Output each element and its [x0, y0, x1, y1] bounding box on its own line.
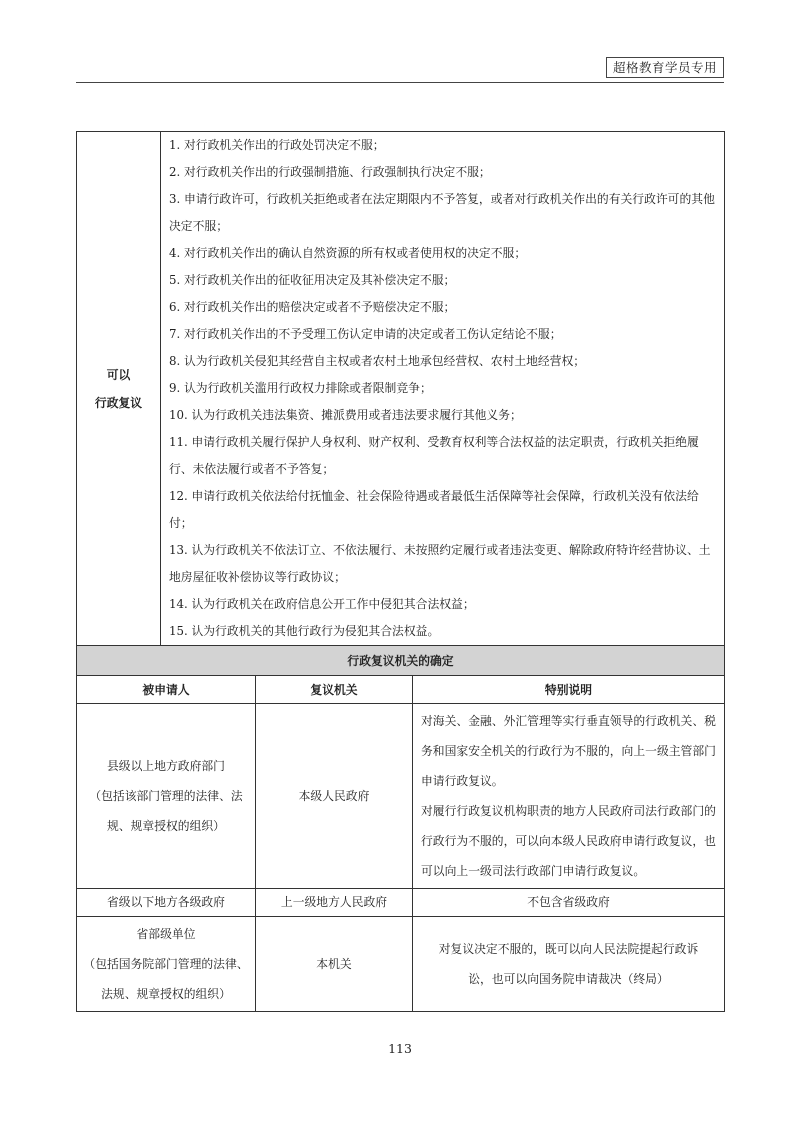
scope-label-line2: 行政复议	[94, 395, 143, 410]
organ-cell: 本机关	[256, 917, 413, 1012]
table-row	[77, 704, 725, 889]
scope-list	[161, 132, 725, 646]
respondent-sub: （包括该部门管理的法律、法规、规章授权的组织）	[89, 789, 243, 833]
header-divider	[76, 82, 724, 83]
list-item: 3. 申请行政许可，行政机关拒绝或者在法定期限内不予答复，或者对行政机关作出的有关行政许可的其他决定不服；	[169, 192, 715, 233]
note-cell	[413, 704, 725, 889]
list-item: 11. 申请行政机关履行保护人身权利、财产权利、受教育权利等合法权益的法定职责，行政机关拒绝履行、未依法履行或者不予答复；	[169, 435, 699, 476]
organ-section-title: 行政复议机关的确定	[77, 646, 725, 676]
col-header-organ: 复议机关	[256, 676, 413, 704]
page-number: 113	[388, 1041, 412, 1056]
organ-cell: 上一级地方人民政府	[256, 889, 413, 917]
respondent-cell: 省级以下地方各级政府	[77, 889, 256, 917]
respondent-cell	[77, 917, 256, 1012]
review-table	[76, 131, 724, 1012]
list-item: 12. 申请行政机关依法给付抚恤金、社会保险待遇或者最低生活保障等社会保障，行政机关没有依法给付；	[169, 489, 699, 530]
header-tag: 超格教育学员专用	[606, 57, 724, 78]
respondent-cell	[77, 704, 256, 889]
note-paragraph: 对海关、金融、外汇管理等实行垂直领导的行政机关、税务和国家安全机关的行政行为不服的，向上一级主管部门申请行政复议。	[421, 714, 716, 788]
list-item: 15. 认为行政机关的其他行政行为侵犯其合法权益。	[169, 624, 440, 638]
respondent-main: 县级以上地方政府部门	[107, 759, 225, 773]
respondent-sub: （包括国务院部门管理的法律、法规、规章授权的组织）	[83, 957, 249, 1001]
list-item: 10. 认为行政机关违法集资、摊派费用或者违法要求履行其他义务；	[169, 408, 522, 422]
note-cell: 对复议决定不服的，既可以向人民法院提起行政诉讼，也可以向国务院申请裁决（终局）	[413, 917, 725, 1012]
table-row	[77, 889, 725, 917]
list-item: 13. 认为行政机关不依法订立、不依法履行、未按照约定履行或者违法变更、解除政府特许经营协议、土地房屋征收补偿协议等行政协议；	[169, 543, 711, 584]
organ-cell: 本级人民政府	[256, 704, 413, 889]
col-header-respondent: 被申请人	[77, 676, 256, 704]
list-item: 2. 对行政机关作出的行政强制措施、行政强制执行决定不服；	[169, 165, 491, 179]
list-item: 9. 认为行政机关滥用行政权力排除或者限制竞争；	[169, 381, 432, 395]
list-item: 5. 对行政机关作出的征收征用决定及其补偿决定不服；	[169, 273, 456, 287]
scope-row	[77, 132, 725, 646]
note-cell: 不包含省级政府	[413, 889, 725, 917]
respondent-main: 省部级单位	[136, 927, 196, 941]
list-item: 7. 对行政机关作出的不予受理工伤认定申请的决定或者工伤认定结论不服；	[169, 327, 562, 341]
list-item: 8. 认为行政机关侵犯其经营自主权或者农村土地承包经营权、农村土地经营权；	[169, 354, 586, 368]
organ-header-row	[77, 676, 725, 704]
scope-label	[77, 132, 161, 646]
col-header-note: 特别说明	[413, 676, 725, 704]
list-item: 14. 认为行政机关在政府信息公开工作中侵犯其合法权益；	[169, 597, 475, 611]
scope-label-line1: 可以	[106, 367, 131, 382]
list-item: 1. 对行政机关作出的行政处罚决定不服；	[169, 138, 385, 152]
note-paragraph: 对履行行政复议机构职责的地方人民政府司法行政部门的行政行为不服的，可以向本级人民政府申请行政复议，也可以向上一级司法行政部门申请行政复议。	[421, 804, 716, 878]
list-item: 6. 对行政机关作出的赔偿决定或者不予赔偿决定不服；	[169, 300, 456, 314]
list-item: 4. 对行政机关作出的确认自然资源的所有权或者使用权的决定不服；	[169, 246, 527, 260]
table-row	[77, 917, 725, 1012]
